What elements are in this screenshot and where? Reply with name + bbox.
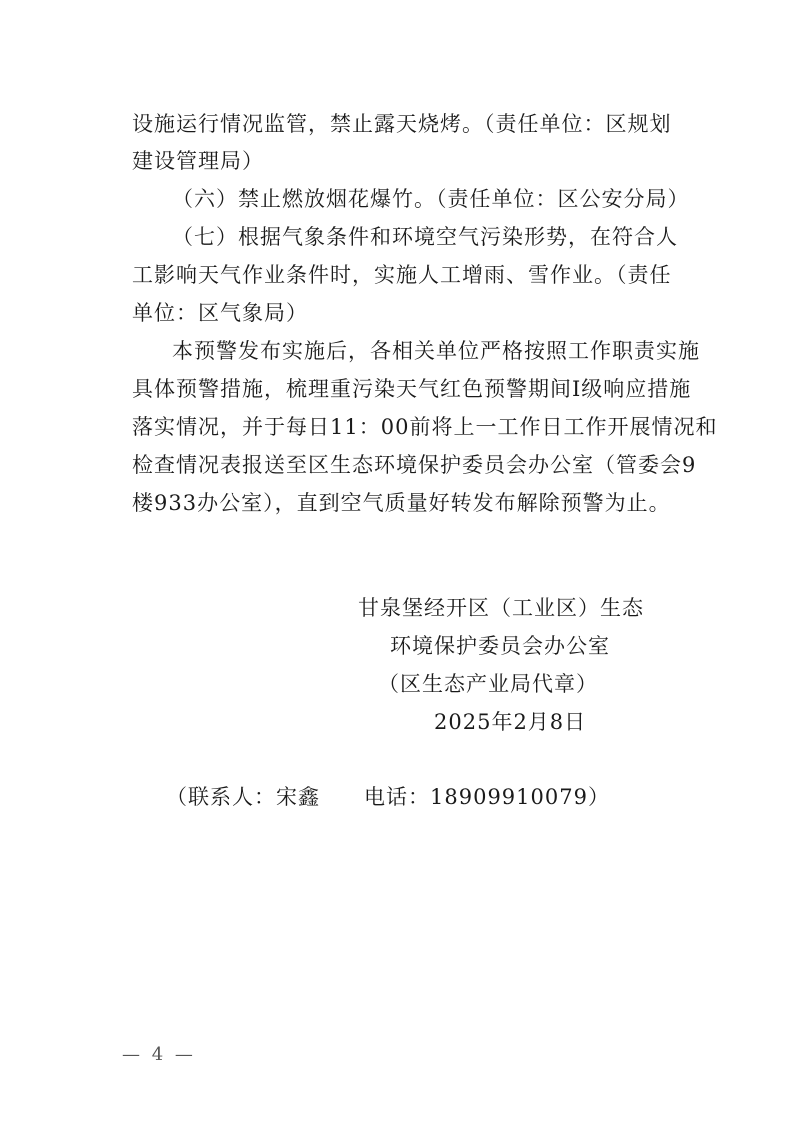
body-line: 楼933办公室），直到空气质量好转发布解除预警为止。	[132, 491, 671, 515]
body-line: （七）根据气象条件和环境空气污染形势，在符合人	[172, 225, 678, 249]
body-line: 单位：区气象局）	[132, 301, 308, 325]
body-line: 检查情况表报送至区生态环境保护委员会办公室（管委会9	[132, 453, 697, 477]
body-line: 工影响天气作业条件时，实施人工增雨、雪作业。（责任	[132, 263, 672, 287]
body-line: 建设管理局）	[132, 149, 264, 173]
body-line: 设施运行情况监管，禁止露天烧烤。（责任单位：区规划	[132, 112, 672, 136]
body-line: 落实情况，并于每日11：00前将上一工作日工作开展情况和	[132, 415, 718, 439]
issuing-organization-line1: 甘泉堡经开区（工业区）生态	[358, 596, 644, 620]
body-line: 具体预警措施，梳理重污染天气红色预警期间Ⅰ级响应措施	[132, 377, 692, 401]
page-number: — 4 —	[122, 1044, 196, 1065]
body-line: （六）禁止燃放烟花爆竹。（责任单位：区公安分局）	[172, 187, 690, 211]
body-line: 本预警发布实施后，各相关单位严格按照工作职责实施	[172, 339, 700, 363]
contact-info: （联系人：宋鑫 电话：18909910079）	[166, 785, 610, 809]
issuing-organization-line2: 环境保护委员会办公室	[390, 634, 610, 658]
issue-date: 2025年2月8日	[434, 710, 587, 734]
seal-note: （区生态产业局代章）	[378, 672, 598, 696]
